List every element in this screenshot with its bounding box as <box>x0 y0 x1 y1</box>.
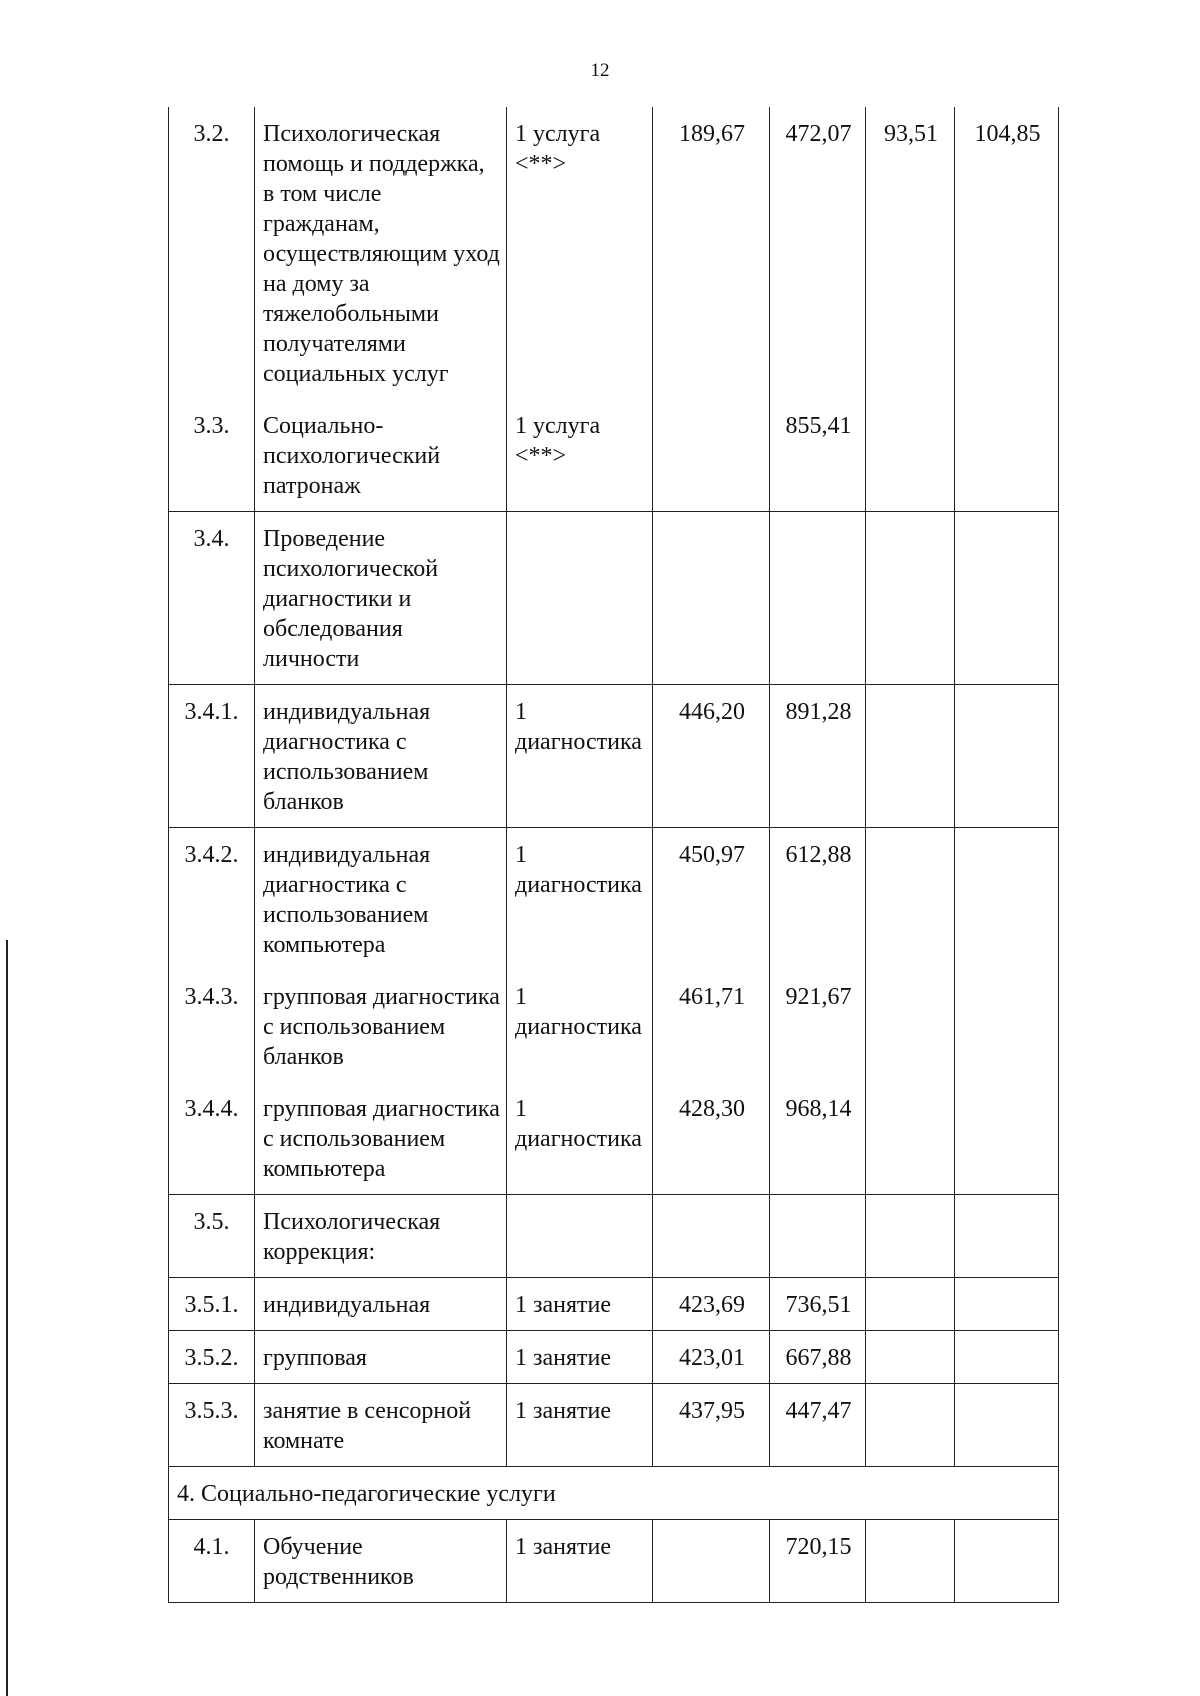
value-4 <box>955 512 1059 685</box>
service-name: индивидуальная <box>255 1278 507 1331</box>
table-row <box>169 1520 1059 1603</box>
value-1: 461,71 <box>653 970 770 1082</box>
service-name: Проведение психологической диагностики и обследования личности <box>255 512 507 685</box>
value-3 <box>866 1384 955 1467</box>
value-2: 736,51 <box>770 1278 866 1331</box>
table-row <box>169 399 1059 512</box>
value-2: 447,47 <box>770 1384 866 1467</box>
service-name: Психологическая помощь и поддержка, в том числе гражданам, осуществляющим уход на дому за тяжелобольными получателями социальных услуг <box>255 107 507 399</box>
value-4 <box>955 828 1059 971</box>
value-4 <box>955 970 1059 1082</box>
value-4 <box>955 1278 1059 1331</box>
value-2: 921,67 <box>770 970 866 1082</box>
service-name: групповая диагностика с использованием бланков <box>255 970 507 1082</box>
value-1: 446,20 <box>653 685 770 828</box>
value-2 <box>770 1195 866 1278</box>
value-3 <box>866 685 955 828</box>
value-2: 891,28 <box>770 685 866 828</box>
table-row <box>169 970 1059 1082</box>
row-number: 3.4.2. <box>169 828 255 971</box>
value-4 <box>955 1082 1059 1195</box>
service-name: групповая <box>255 1331 507 1384</box>
service-name: Психологическая коррекция: <box>255 1195 507 1278</box>
unit: 1 занятие <box>507 1331 653 1384</box>
services-table <box>168 107 1059 1603</box>
unit <box>507 1195 653 1278</box>
table-row <box>169 828 1059 971</box>
unit: 1 диагностика <box>507 828 653 971</box>
value-3 <box>866 1278 955 1331</box>
value-4 <box>955 1384 1059 1467</box>
value-3 <box>866 970 955 1082</box>
value-3 <box>866 1520 955 1603</box>
value-2: 612,88 <box>770 828 866 971</box>
value-3 <box>866 1195 955 1278</box>
value-4 <box>955 1520 1059 1603</box>
service-name: Социально-психологический патронаж <box>255 399 507 512</box>
row-number: 3.4.3. <box>169 970 255 1082</box>
service-name: занятие в сенсорной комнате <box>255 1384 507 1467</box>
scan-artifact-line <box>6 940 8 1696</box>
service-name: индивидуальная диагностика с использованием компьютера <box>255 828 507 971</box>
value-2: 855,41 <box>770 399 866 512</box>
unit <box>507 512 653 685</box>
page-number: 12 <box>590 60 610 81</box>
row-number: 4.1. <box>169 1520 255 1603</box>
row-number: 3.2. <box>169 107 255 399</box>
row-number: 3.5.3. <box>169 1384 255 1467</box>
value-4 <box>955 399 1059 512</box>
value-1: 189,67 <box>653 107 770 399</box>
table-row <box>169 512 1059 685</box>
row-number: 3.5.2. <box>169 1331 255 1384</box>
row-number: 3.5.1. <box>169 1278 255 1331</box>
unit: 1 услуга <**> <box>507 399 653 512</box>
table-row <box>169 107 1059 399</box>
unit: 1 диагностика <box>507 970 653 1082</box>
service-name: Обучение родственников <box>255 1520 507 1603</box>
value-2: 667,88 <box>770 1331 866 1384</box>
table-row <box>169 1331 1059 1384</box>
value-1: 423,01 <box>653 1331 770 1384</box>
value-3: 93,51 <box>866 107 955 399</box>
unit: 1 занятие <box>507 1384 653 1467</box>
value-3 <box>866 1082 955 1195</box>
row-number: 3.4. <box>169 512 255 685</box>
value-2: 968,14 <box>770 1082 866 1195</box>
value-1 <box>653 1520 770 1603</box>
section-header-row <box>169 1467 1059 1520</box>
table-row <box>169 1082 1059 1195</box>
value-1 <box>653 399 770 512</box>
value-4 <box>955 1331 1059 1384</box>
row-number: 3.3. <box>169 399 255 512</box>
value-4 <box>955 685 1059 828</box>
service-name: групповая диагностика с использованием компьютера <box>255 1082 507 1195</box>
unit: 1 услуга <**> <box>507 107 653 399</box>
section-title: 4. Социально-педагогические услуги <box>169 1467 1059 1520</box>
value-1 <box>653 512 770 685</box>
table-row <box>169 1384 1059 1467</box>
row-number: 3.4.4. <box>169 1082 255 1195</box>
table-row <box>169 1278 1059 1331</box>
value-2 <box>770 512 866 685</box>
unit: 1 занятие <box>507 1278 653 1331</box>
row-number: 3.5. <box>169 1195 255 1278</box>
value-3 <box>866 1331 955 1384</box>
service-name: индивидуальная диагностика с использованием бланков <box>255 685 507 828</box>
unit: 1 диагностика <box>507 685 653 828</box>
value-4 <box>955 1195 1059 1278</box>
table-row <box>169 1195 1059 1278</box>
value-1 <box>653 1195 770 1278</box>
table-row <box>169 685 1059 828</box>
value-2: 720,15 <box>770 1520 866 1603</box>
value-1: 450,97 <box>653 828 770 971</box>
row-number: 3.4.1. <box>169 685 255 828</box>
value-3 <box>866 828 955 971</box>
unit: 1 занятие <box>507 1520 653 1603</box>
value-1: 437,95 <box>653 1384 770 1467</box>
value-2: 472,07 <box>770 107 866 399</box>
value-3 <box>866 399 955 512</box>
value-4: 104,85 <box>955 107 1059 399</box>
unit: 1 диагностика <box>507 1082 653 1195</box>
value-1: 423,69 <box>653 1278 770 1331</box>
value-1: 428,30 <box>653 1082 770 1195</box>
value-3 <box>866 512 955 685</box>
